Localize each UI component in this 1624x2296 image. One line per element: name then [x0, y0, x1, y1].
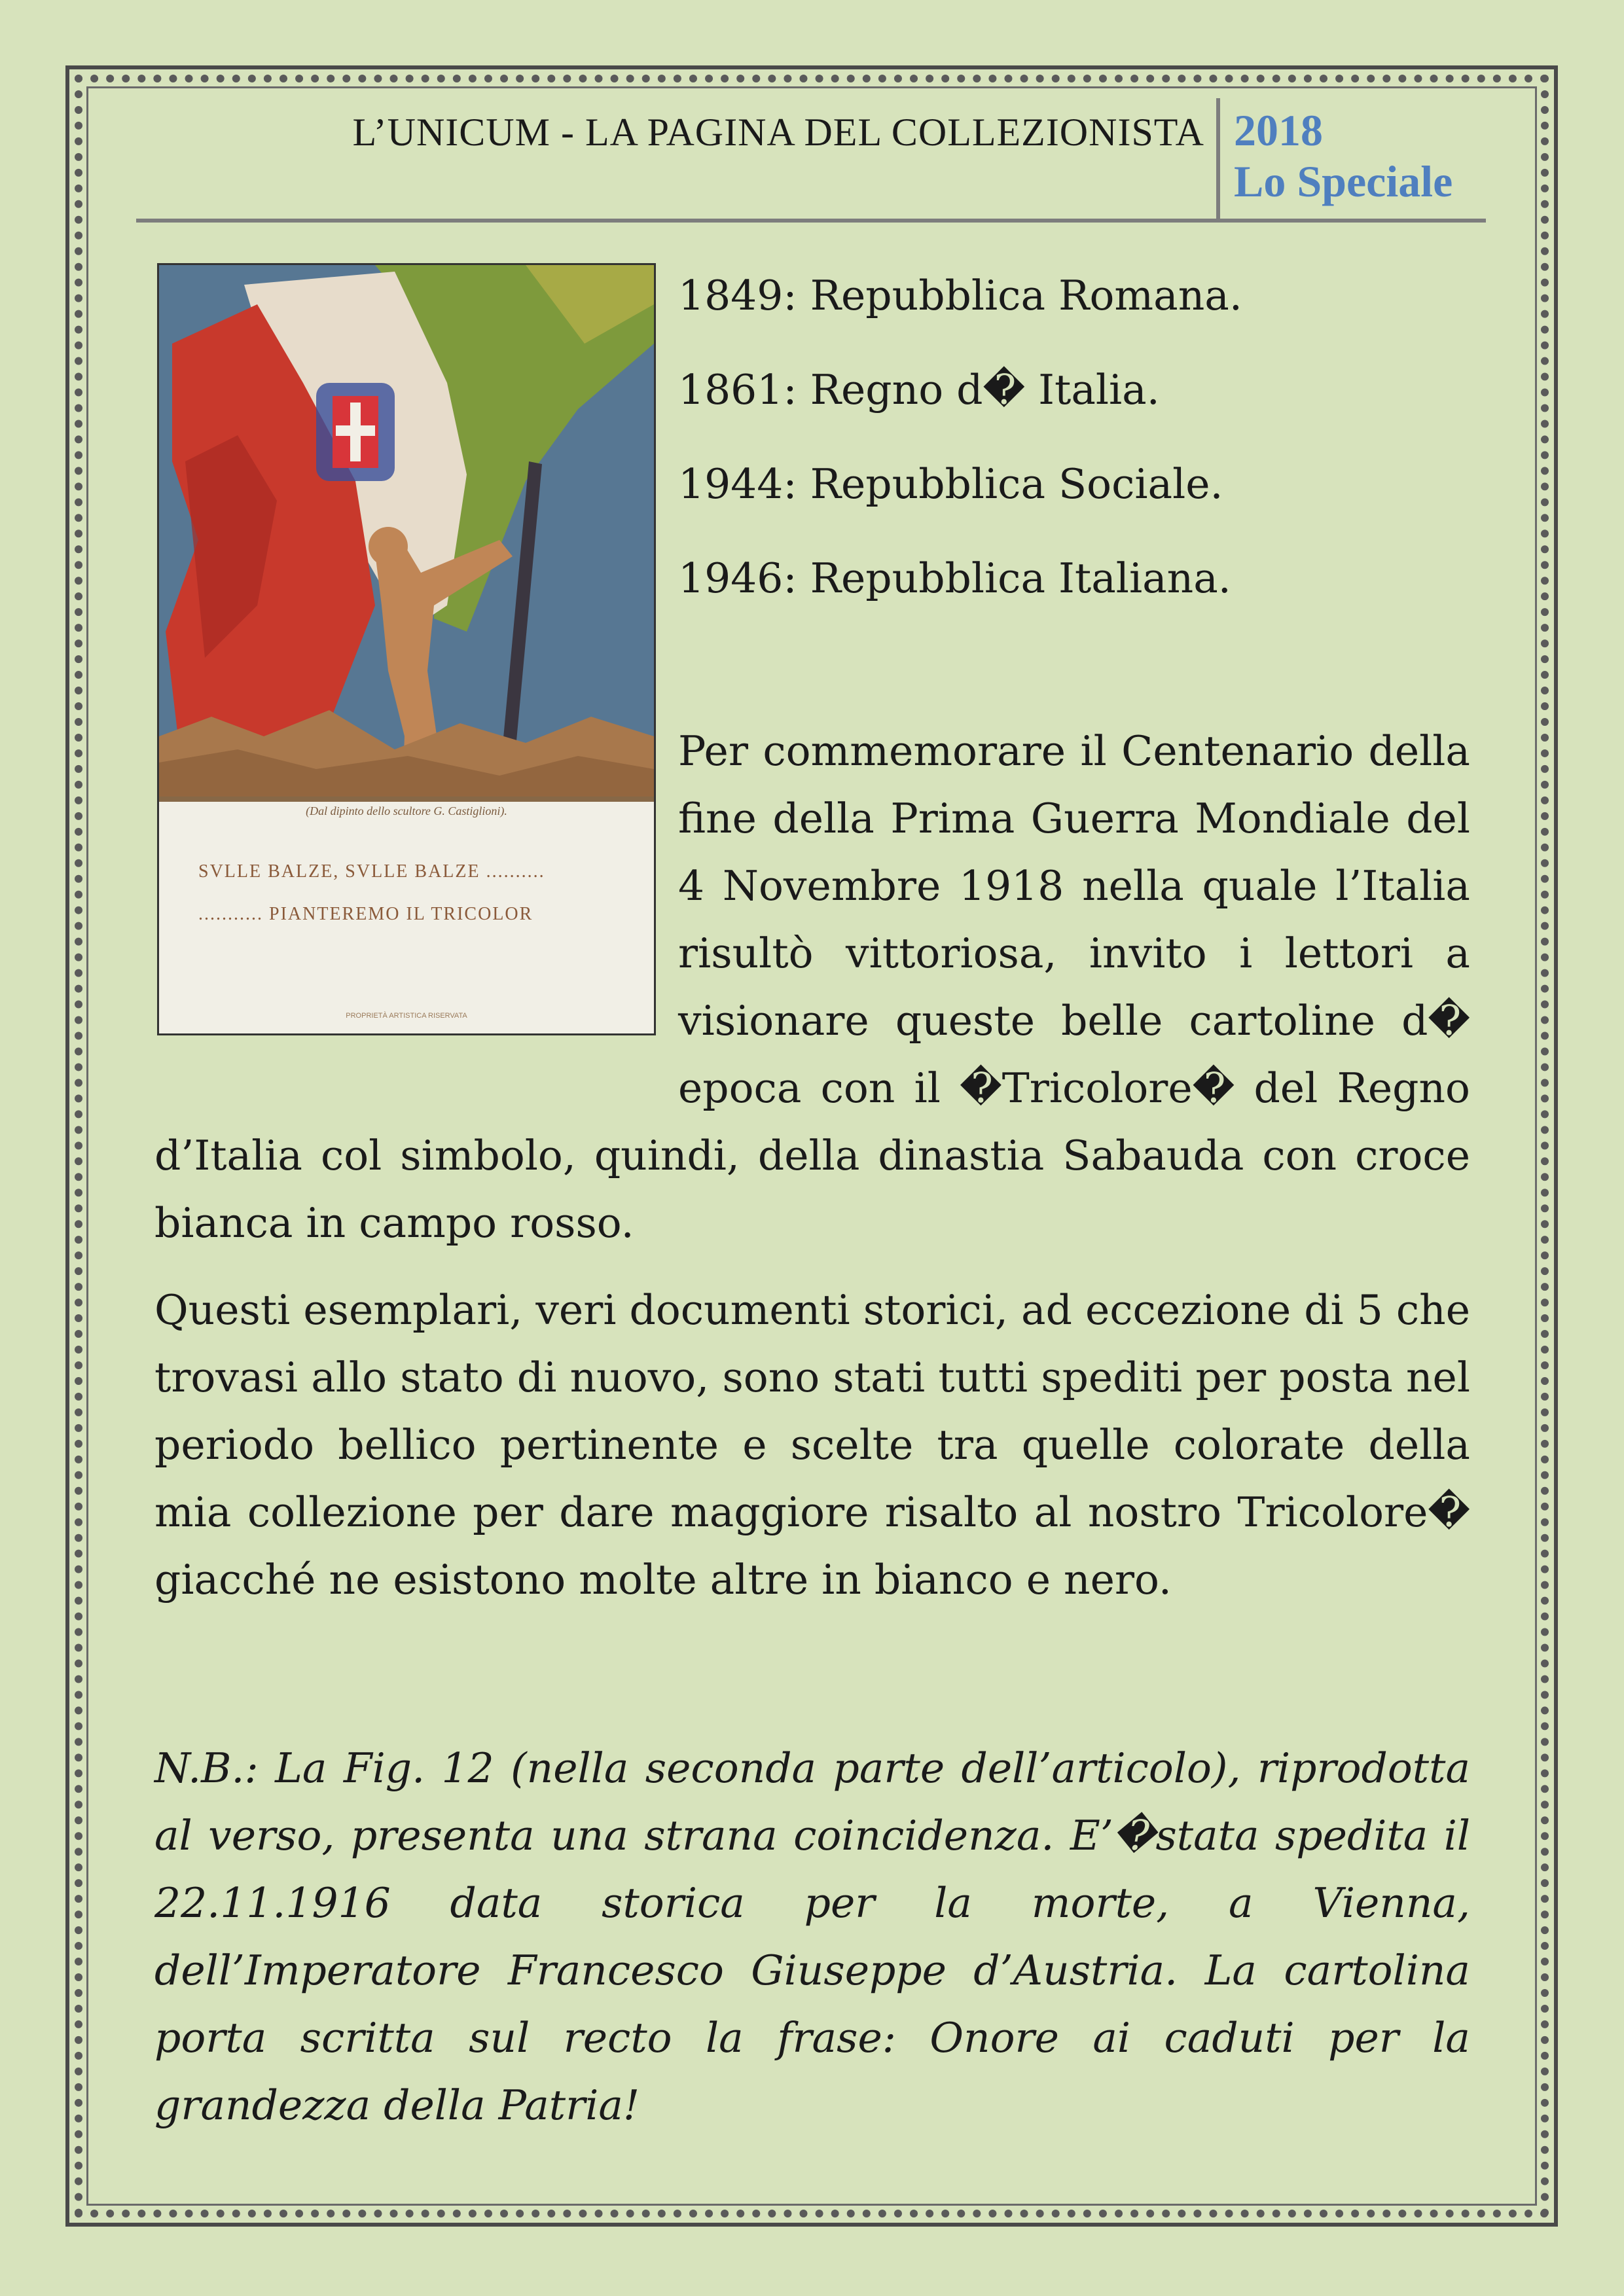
postcard-caption-small: (Dal dipinto dello scultore G. Castiglioni).: [306, 804, 507, 817]
paragraph: Per commemorare il Centenario della fine della Prima Guerra Mondiale del 4 Novembre 1918 nella quale l’Italia risultò vittoriosa, invito i lettori a visionare queste belle cartoline d� epoca con il �Tricolore� del Regno d’Italia col simbolo, quindi, della dinastia Sabauda con croce bianca in campo rosso.: [154, 727, 1470, 1247]
header-title: L’UNICUM - LA PAGINA DEL COLLEZIONISTA: [352, 111, 1204, 154]
article-body: [154, 262, 1470, 2180]
header-special: Lo Speciale: [1234, 156, 1453, 206]
paragraph: Questi esemplari, veri documenti storici, ad eccezione di 5 che trovasi allo stato di nuovo, sono stati tutti spediti per posta nel periodo bellico pertinente e scelte tra quelle colorate della mia collezione per dare maggiore risalto al nostro Tricolore� giacché ne esistono molte altre in bianco e nero.: [154, 1286, 1470, 1604]
timeline-item: 1849: Repubblica Romana.: [678, 272, 1242, 319]
postcard-footer: PROPRIETÀ ARTISTICA RISERVATA: [346, 1012, 467, 1020]
header-year: 2018: [1234, 105, 1323, 155]
postcard-line-1: SVLLE BALZE, SVLLE BALZE ..........: [198, 861, 545, 882]
timeline-item: 1946: Repubblica Italiana.: [678, 554, 1231, 602]
note-paragraph: N.B.: La Fig. 12 (nella seconda parte dell’articolo), riprodotta al verso, presenta una strana coincidenza. E’�stata spedita il 22.11.1916 data storica per la morte, a Vienna, dell’Imperatore Francesco Giuseppe d’Austria. La cartolina porta scritta sul recto la frase: Onore ai caduti per la grandezza della Patria!: [154, 1744, 1470, 2129]
timeline-item: 1944: Repubblica Sociale.: [678, 460, 1223, 508]
image-spacer: [154, 262, 678, 1060]
timeline-item: 1861: Regno d� Italia.: [678, 366, 1160, 414]
postcard-line-2: ........... PIANTEREMO IL TRICOLOR: [198, 904, 533, 924]
header-rule: [136, 219, 1486, 223]
header-divider: [1216, 98, 1220, 220]
